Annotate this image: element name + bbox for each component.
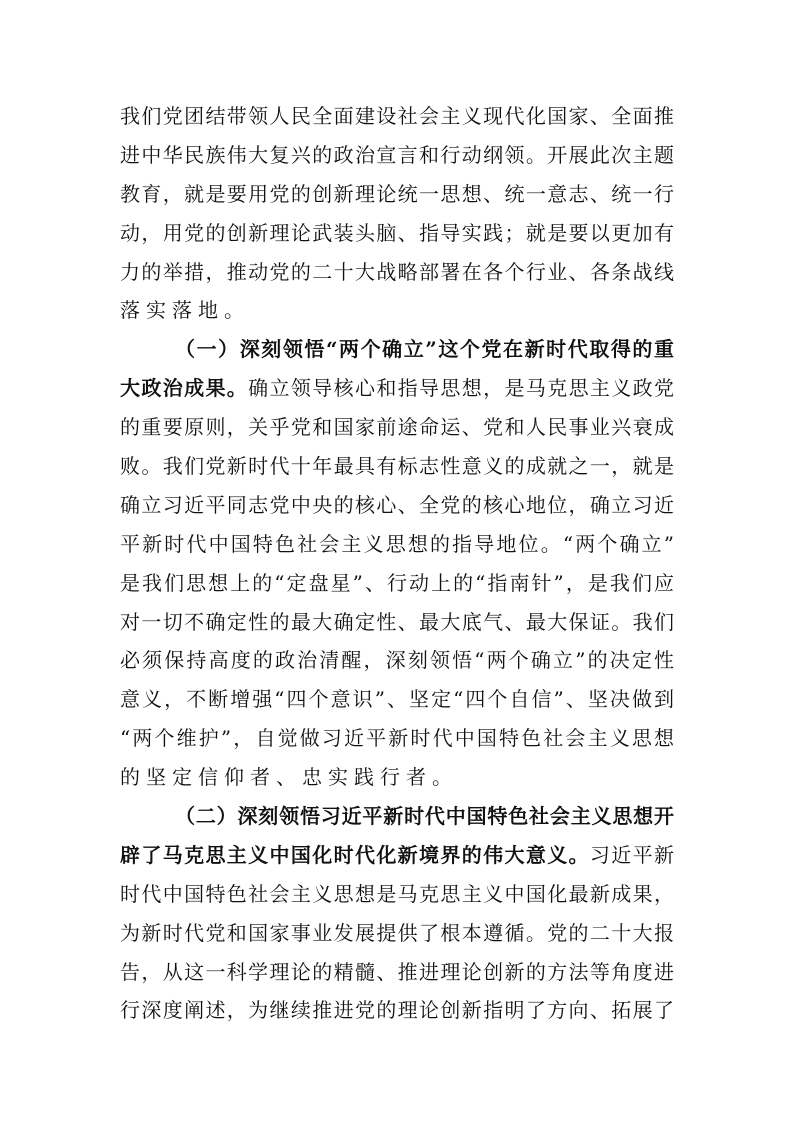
paragraph bbox=[120, 101, 674, 334]
body-text: 我们党团结带领人民全面建设社会主义现代化国家、全面推 bbox=[120, 104, 674, 128]
body-text: 为新时代党和国家事业发展提供了根本遵循。党的二十大报 bbox=[120, 920, 674, 945]
document-page bbox=[120, 101, 674, 1034]
text-line bbox=[120, 879, 674, 918]
text-line bbox=[120, 684, 674, 723]
body-text: 习近平新 bbox=[589, 842, 675, 867]
paragraph bbox=[120, 334, 674, 801]
body-text: 平新时代中国特色社会主义思想的指导地位。“两个确立” bbox=[120, 531, 674, 556]
text-line bbox=[120, 334, 674, 373]
body-text: 的坚定信仰者、忠实践行者。 bbox=[120, 765, 458, 790]
text-line bbox=[120, 723, 674, 762]
text-line bbox=[120, 607, 674, 646]
body-text: 败。我们党新时代十年最具有标志性意义的成就之一，就是 bbox=[120, 454, 674, 479]
text-line bbox=[120, 918, 674, 957]
text-line bbox=[120, 295, 674, 334]
text-line bbox=[120, 995, 674, 1034]
body-text: 意义，不断增强“四个意识”、坚定“四个自信”、坚决做到 bbox=[120, 687, 674, 712]
body-text: 教育，就是要用党的创新理论统一思想、统一意志、统一行 bbox=[120, 181, 674, 206]
bold-heading-text: 大政治成果。 bbox=[120, 376, 249, 401]
text-line bbox=[120, 645, 674, 684]
text-line bbox=[120, 179, 674, 218]
text-line bbox=[120, 801, 674, 840]
body-text: 力的举措，推动党的二十大战略部署在各个行业、各条战线 bbox=[120, 259, 674, 284]
body-text: 的重要原则，关乎党和国家前途命运、党和人民事业兴衰成 bbox=[120, 415, 674, 440]
body-text: “两个维护”，自觉做习近平新时代中国特色社会主义思想 bbox=[120, 726, 674, 751]
paragraph bbox=[120, 801, 674, 1034]
body-text: 落实落地。 bbox=[120, 298, 250, 323]
text-line bbox=[120, 840, 674, 879]
body-text: 必须保持高度的政治清醒，深刻领悟“两个确立”的决定性 bbox=[120, 648, 674, 673]
body-text: 进中华民族伟大复兴的政治宣言和行动纲领。开展此次主题 bbox=[120, 142, 674, 167]
body-text: 时代中国特色社会主义思想是马克思主义中国化最新成果， bbox=[120, 881, 674, 906]
text-line bbox=[120, 140, 674, 179]
bold-heading-text: （二）深刻领悟习近平新时代中国特色社会主义思想开 bbox=[175, 804, 674, 829]
body-text: 行深度阐述，为继续推进党的理论创新指明了方向、拓展了 bbox=[120, 998, 674, 1023]
body-text: 动，用党的创新理论武装头脑、指导实践；就是要以更加有 bbox=[120, 220, 674, 245]
bold-heading-text: 辟了马克思主义中国化时代化新境界的伟大意义。 bbox=[120, 842, 590, 867]
text-line bbox=[120, 257, 674, 296]
body-text: 告，从这一科学理论的精髓、推进理论创新的方法等角度进 bbox=[120, 959, 674, 984]
body-text: 确立习近平同志党中央的核心、全党的核心地位，确立习近 bbox=[120, 492, 674, 517]
bold-heading-text: （一）深刻领悟“两个确立”这个党在新时代取得的重 bbox=[175, 337, 674, 362]
body-text: 是我们思想上的“定盘星”、行动上的“指南针”，是我们应 bbox=[120, 570, 674, 595]
text-line bbox=[120, 373, 674, 412]
text-line bbox=[120, 218, 674, 257]
text-line bbox=[120, 568, 674, 607]
body-text: 对一切不确定性的最大确定性、最大底气、最大保证。我们 bbox=[120, 609, 674, 634]
text-line bbox=[120, 957, 674, 996]
text-line bbox=[120, 451, 674, 490]
text-line bbox=[120, 490, 674, 529]
body-text: 确立领导核心和指导思想，是马克思主义政党 bbox=[248, 376, 675, 401]
text-line bbox=[120, 762, 674, 801]
text-line bbox=[120, 101, 674, 140]
text-line bbox=[120, 412, 674, 451]
text-line bbox=[120, 529, 674, 568]
